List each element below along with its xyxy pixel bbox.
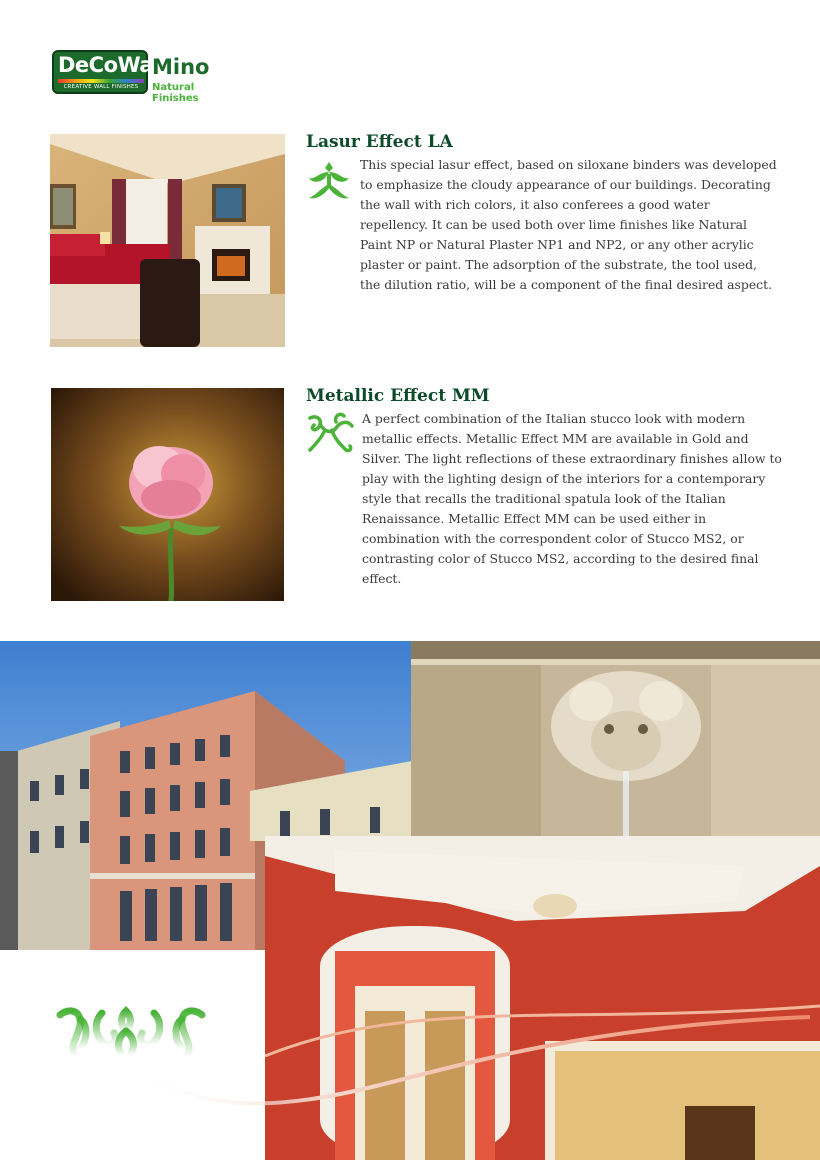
- brand-logo: [52, 50, 242, 104]
- rose-photo: [51, 388, 284, 601]
- logo-brand-name: Mino: [152, 55, 210, 79]
- logo-badge: [52, 50, 154, 94]
- decorative-swoosh: [120, 1005, 820, 1115]
- logo-rainbow-stripe: [58, 79, 144, 83]
- section-body-lasur: This special lasur effect, based on siloxane binders was developed to emphasize the cloudy appearance of our buildings. Decorating the wall with rich colors, it also conferees a good water repellency. It can be used both over lime finishes like Natural Paint NP or Natural Plaster NP1 and NP2, or any other acrylic plaster or paint. The adsorption of the substrate, the tool used, the dilution ratio, will be a component of the final desired aspect.: [360, 157, 777, 292]
- stone-fountain-photo: [411, 641, 820, 836]
- section-body-metallic: A perfect combination of the Italian stucco look with modern metallic effects. Metallic Effect MM are available in Gold and Silver. The light reflections of these extraordinary finishes allow to play with the lighting design of the interiors for a contemporary style that recalls the traditional spatula look of the Italian Renaissance. Metallic Effect MM can be used either in combination with the correspondent color of Stucco MS2, or contrasting color of Stucco MS2, according to the desired final effect.: [362, 411, 782, 586]
- floral-flourish-icon: [54, 1003, 209, 1063]
- logo-badge-text: DeCoWa: [58, 53, 154, 77]
- section-title-lasur: Lasur Effect LA: [306, 132, 453, 152]
- logo-subtitle: Natural Finishes: [152, 82, 199, 104]
- section-title-metallic: Metallic Effect MM: [306, 386, 490, 406]
- logo-tagline: CREATIVE WALL FINISHES: [63, 84, 139, 90]
- bedroom-photo: [50, 134, 285, 347]
- swirl-ornament-icon: [306, 412, 356, 454]
- leaf-ornament-icon: [305, 160, 353, 202]
